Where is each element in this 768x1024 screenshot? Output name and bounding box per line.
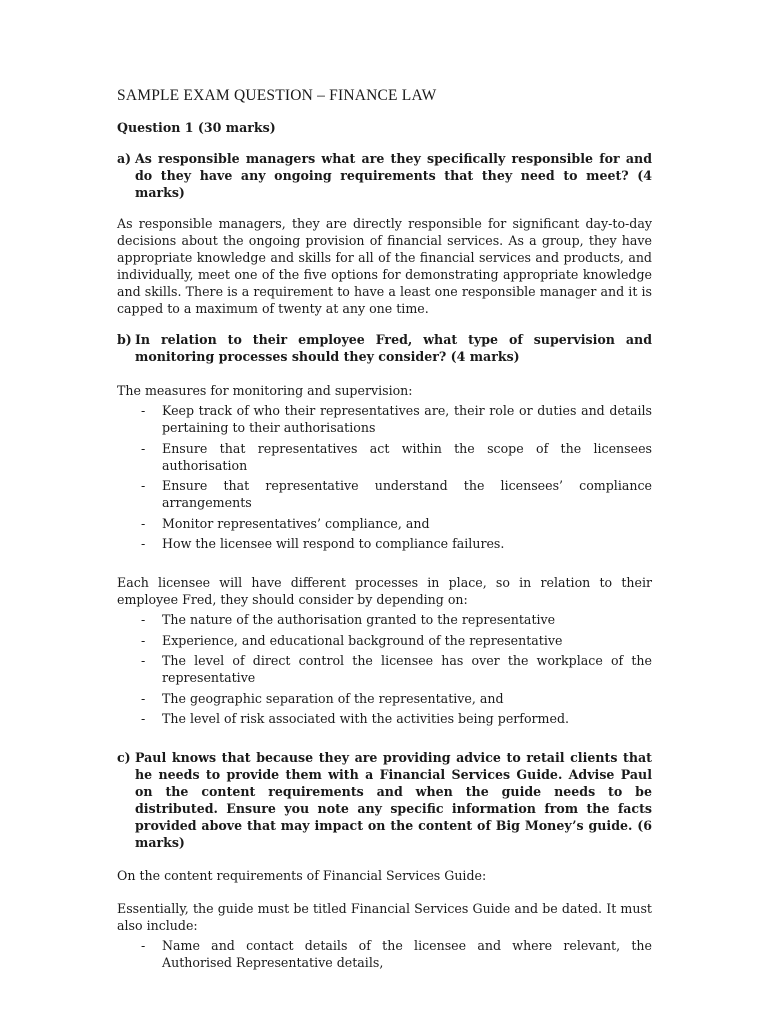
part-a-answer: As responsible managers, they are directly responsible for significant day-to-day decisions about the ongoing provision of financial services. As a group, they have appropriate knowledge and skills for all of the financial services and products, and individually, meet one of the five options for demonstrating appropriate knowledge and skills. There is a requirement to have a least one responsible manager and it is capped to a maximum of twenty at any one time.	[117, 216, 652, 316]
list-item	[117, 515, 652, 532]
dash-marker: -	[141, 711, 146, 726]
list-item	[117, 632, 652, 649]
dash-marker: -	[141, 478, 146, 493]
list-item	[117, 652, 652, 686]
part-c-label: c)	[117, 750, 131, 765]
dash-marker: -	[141, 536, 146, 551]
document-title: SAMPLE EXAM QUESTION – FINANCE LAW	[117, 87, 437, 104]
list-item	[117, 402, 652, 436]
list-item-text: The level of risk associated with the activities being performed.	[162, 711, 570, 726]
list-item	[117, 535, 652, 552]
dash-marker: -	[141, 515, 146, 531]
list-item-text: The nature of the authorisation granted to the representative	[162, 612, 556, 627]
list-item-text: How the licensee will respond to compliance failures.	[162, 536, 505, 551]
dash-marker: -	[141, 440, 146, 456]
list-item	[117, 611, 652, 628]
part-c-paragraph: Essentially, the guide must be titled Financial Services Guide and be dated. It must also include:	[117, 901, 652, 933]
list-item-text: The level of direct control the licensee has over the workplace of the representative	[162, 653, 652, 685]
list-item-text: Experience, and educational background of the representative	[162, 632, 563, 648]
part-a-question-text: As responsible managers what are they specifically responsible for and do they have any ongoing requirements that they need to meet? (4 marks)	[135, 151, 652, 200]
dash-marker: -	[141, 612, 146, 627]
list-item-text: Name and contact details of the licensee and where relevant, the Authorised Representative details,	[162, 938, 652, 970]
factors-list	[117, 611, 652, 727]
part-c-question	[117, 749, 652, 851]
dash-marker: -	[141, 403, 146, 418]
part-a-question	[117, 150, 652, 201]
dash-marker: -	[141, 653, 146, 668]
list-item-text: Monitor representatives’ compliance, and	[162, 515, 430, 531]
part-a-label: a)	[117, 151, 132, 166]
content-requirements-list	[117, 937, 652, 971]
list-item	[117, 690, 652, 707]
part-b-label: b)	[117, 332, 132, 347]
list-item-text: Keep track of who their representatives are, their role or duties and details pertaining to their authorisations	[162, 403, 652, 435]
list-item-text: The geographic separation of the representative, and	[162, 690, 504, 706]
dash-marker: -	[141, 632, 146, 648]
part-b-intro: The measures for monitoring and supervision:	[117, 383, 413, 398]
measures-list	[117, 402, 652, 552]
list-item	[117, 477, 652, 511]
list-item	[117, 440, 652, 474]
part-c-question-text: Paul knows that because they are providing advice to retail clients that he needs to provide them with a Financial Services Guide. Advise Paul on the content requirements and when the guide needs to be distributed. Ensure you note any specific information from the facts provided above that may impact on the content of Big Money’s guide. (6 marks)	[135, 750, 652, 850]
part-b-paragraph: Each licensee will have different processes in place, so in relation to their employee Fred, they should consider by depending on:	[117, 575, 652, 607]
part-c-intro: On the content requirements of Financial Services Guide:	[117, 868, 487, 883]
dash-marker: -	[141, 690, 146, 706]
list-item-text: Ensure that representative understand the licensees’ compliance arrangements	[162, 478, 652, 510]
list-item	[117, 710, 652, 727]
part-b-question-text: In relation to their employee Fred, what type of supervision and monitoring processes should they consider? (4 marks)	[135, 332, 652, 364]
list-item-text: Ensure that representatives act within the scope of the licensees authorisation	[162, 440, 652, 473]
dash-marker: -	[141, 938, 146, 953]
part-b-question	[117, 331, 652, 365]
list-item	[117, 937, 652, 971]
question-heading: Question 1 (30 marks)	[117, 120, 276, 135]
document-page	[117, 86, 652, 975]
